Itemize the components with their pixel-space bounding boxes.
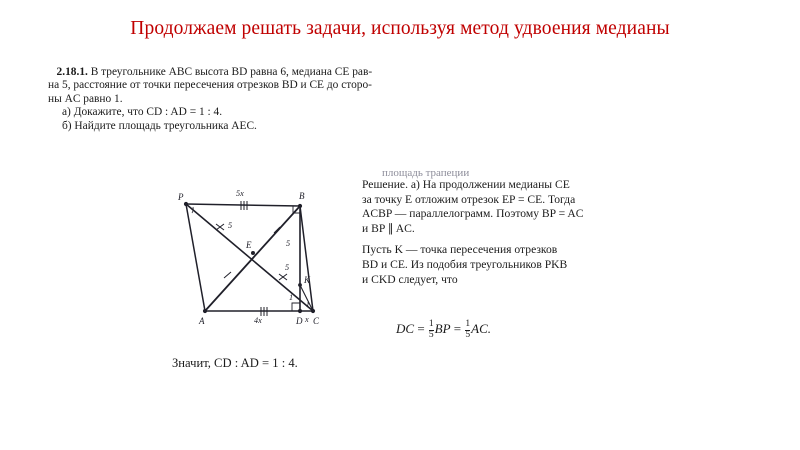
formula-frac2-denominator: 5 bbox=[465, 329, 471, 340]
solution-p1-line-1: Решение. а) На продолжении медианы CE bbox=[362, 178, 570, 191]
problem-line-3: ны AC равно 1. bbox=[48, 92, 123, 105]
label-B: B bbox=[299, 191, 305, 201]
problem-statement bbox=[48, 66, 398, 133]
vertex-dot-A bbox=[203, 309, 207, 313]
vertex-dot-K bbox=[298, 283, 302, 287]
solution-paragraph-1 bbox=[362, 178, 584, 236]
segment-AB bbox=[205, 206, 300, 311]
formula-term-1: BP bbox=[434, 320, 451, 336]
label-C: C bbox=[313, 316, 320, 326]
vertex-dot-C bbox=[311, 309, 315, 313]
formula-term-2: AC. bbox=[471, 320, 492, 336]
geometry-svg bbox=[160, 180, 340, 340]
geometry-figure bbox=[160, 180, 340, 340]
formula-equals-2: = bbox=[453, 320, 462, 336]
tick-AE bbox=[224, 272, 231, 278]
length-KD: 1 bbox=[289, 293, 294, 302]
label-P: P bbox=[178, 192, 184, 202]
solution-p1-line-4: и BP ∥ AC. bbox=[362, 221, 415, 235]
problem-text-1: В треугольнике ABC высота BD равна 6, медиана CE рав- bbox=[90, 66, 373, 78]
solution-p2-line-2: BD и CE. Из подобия треугольников PKB bbox=[362, 257, 568, 271]
vertex-dot-E bbox=[251, 251, 255, 255]
solution-conclusion: Значит, CD : AD = 1 : 4. bbox=[172, 356, 298, 370]
solution-p1-line-3: ACBP — параллелограмм. Поэтому BP = AC bbox=[362, 207, 584, 221]
solution-text bbox=[362, 178, 584, 287]
label-K: K bbox=[304, 275, 311, 285]
length-PB: 5x bbox=[236, 189, 244, 198]
solution-paragraph-2 bbox=[362, 243, 568, 287]
formula-lhs: DC bbox=[396, 320, 415, 336]
length-AD: 4x bbox=[254, 316, 262, 325]
length-BK: 5 bbox=[286, 239, 291, 248]
label-A: A bbox=[199, 316, 205, 326]
formula-equals-1: = bbox=[417, 320, 425, 336]
page-title: Продолжаем решать задачи, используя метод удвоения медианы bbox=[130, 18, 670, 39]
problem-line-4: а) Докажите, что CD : AD = 1 : 4. bbox=[62, 106, 223, 119]
solution-formula bbox=[396, 320, 491, 341]
length-EC: 5 bbox=[285, 263, 290, 272]
formula-fraction-2 bbox=[465, 320, 470, 341]
vertex-dot-D bbox=[298, 309, 302, 313]
length-PE: 5 bbox=[228, 221, 233, 230]
problem-line-1 bbox=[48, 66, 398, 79]
segment-BC bbox=[300, 206, 313, 311]
segment-PB bbox=[186, 204, 300, 206]
vertex-dot-P bbox=[184, 202, 188, 206]
formula-frac1-numerator: 1 bbox=[428, 319, 434, 329]
vertex-dot-B bbox=[298, 204, 302, 208]
formula-frac2-numerator: 1 bbox=[465, 319, 471, 329]
problem-line-2: на 5, расстояние от точки пересечения отрезков BD и CE до сторо- bbox=[48, 79, 372, 92]
clipped-text-fragment: площадь трапеции bbox=[382, 167, 470, 179]
label-D: D bbox=[296, 316, 303, 326]
solution-p1-line-2: за точку E отложим отрезок EP = CE. Тогда bbox=[362, 192, 576, 206]
length-DC: x bbox=[305, 315, 309, 324]
formula-fraction-1 bbox=[429, 320, 434, 341]
segment-PC bbox=[186, 204, 313, 311]
formula-frac1-denominator: 5 bbox=[428, 329, 434, 340]
problem-number: 2.18.1. bbox=[56, 66, 88, 78]
solution-p2-line-3: и CKD следует, что bbox=[362, 272, 458, 286]
problem-line-5: б) Найдите площадь треугольника AEC. bbox=[62, 119, 257, 132]
segment-PA bbox=[186, 204, 205, 311]
solution-p2-line-1: Пусть K — точка пересечения отрезков bbox=[362, 243, 558, 257]
label-E: E bbox=[246, 240, 252, 250]
